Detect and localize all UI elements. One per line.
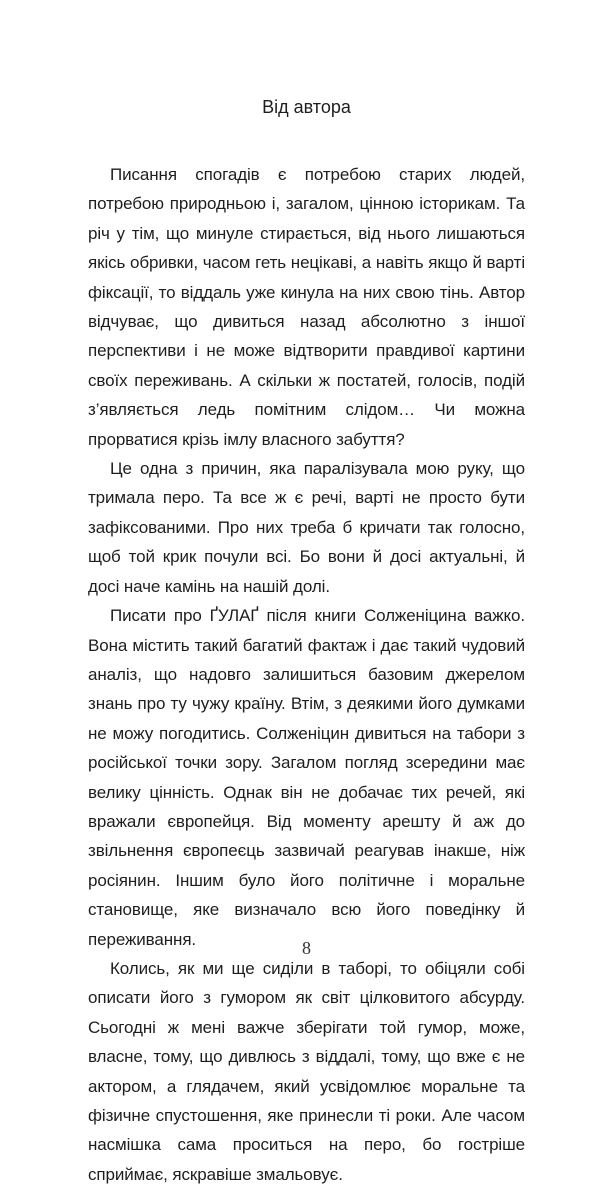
paragraph-2: Це одна з причин, яка паралізувала мою руку, що тримала перо. Та все ж є речі, варті не просто бути зафіксованими. Про них треба б кричати так голосно, щоб той крик почули всі. Бо вони й досі актуальні, й досі наче камінь на нашій долі.	[88, 459, 525, 596]
paragraph-4: Колись, як ми ще сиділи в таборі, то обіцяли собі описати його з гумором як світ цілковитого абсурду. Сьогодні ж мені важче зберігати той гумор, може, власне, тому, що дивлюсь з віддалі, тому, що вже є не актором, а глядачем, який усвідомлює моральне та фізичне спустошення, яке принесли ті роки. Але часом насмішка сама проситься на перо, бо гостріше сприймає, яскравіше змальовує.	[88, 958, 525, 1184]
section-heading: Від автора	[262, 97, 351, 117]
paragraph-1: Писання спогадів є потребою старих людей, потребою природньою і, загалом, цінною історикам. Та річ у тім, що минуле стирається, від нього лишаються якісь обривки, часом геть нецікаві, а навіть якщо й варті фіксації, то віддаль уже кинула на них свою тінь. Автор відчуває, що дивиться назад абсолютно з іншої перспективи і не може відтворити правдивої картини своїх переживань. А скільки ж постатей, голосів, подій з’являється ледь помітним слідом… Чи можна прорватися крізь імлу власного забуття?	[88, 165, 525, 449]
paragraph-3: Писати про ҐУЛАҐ після книги Солженіцина важко. Вона містить такий багатий фактаж і дає такий чудовий аналіз, що надовго залишиться базовим джерелом знань про ту чужу країну. Втім, з деякими його думками не можу погодитись. Солженіцин дивиться на табори з російської точки зору. Загалом погляд зсередини має велику цінність. Однак він не добачає тих речей, які вражали європейця. Від моменту арешту й аж до звільнення європеєць зазвичай реагував інакше, ніж росіянин. Іншим було його політичне і моральне становище, яке визначало всю його поведінку й переживання.	[88, 606, 525, 949]
page-number: 8	[302, 938, 311, 958]
body-text	[88, 160, 525, 1189]
